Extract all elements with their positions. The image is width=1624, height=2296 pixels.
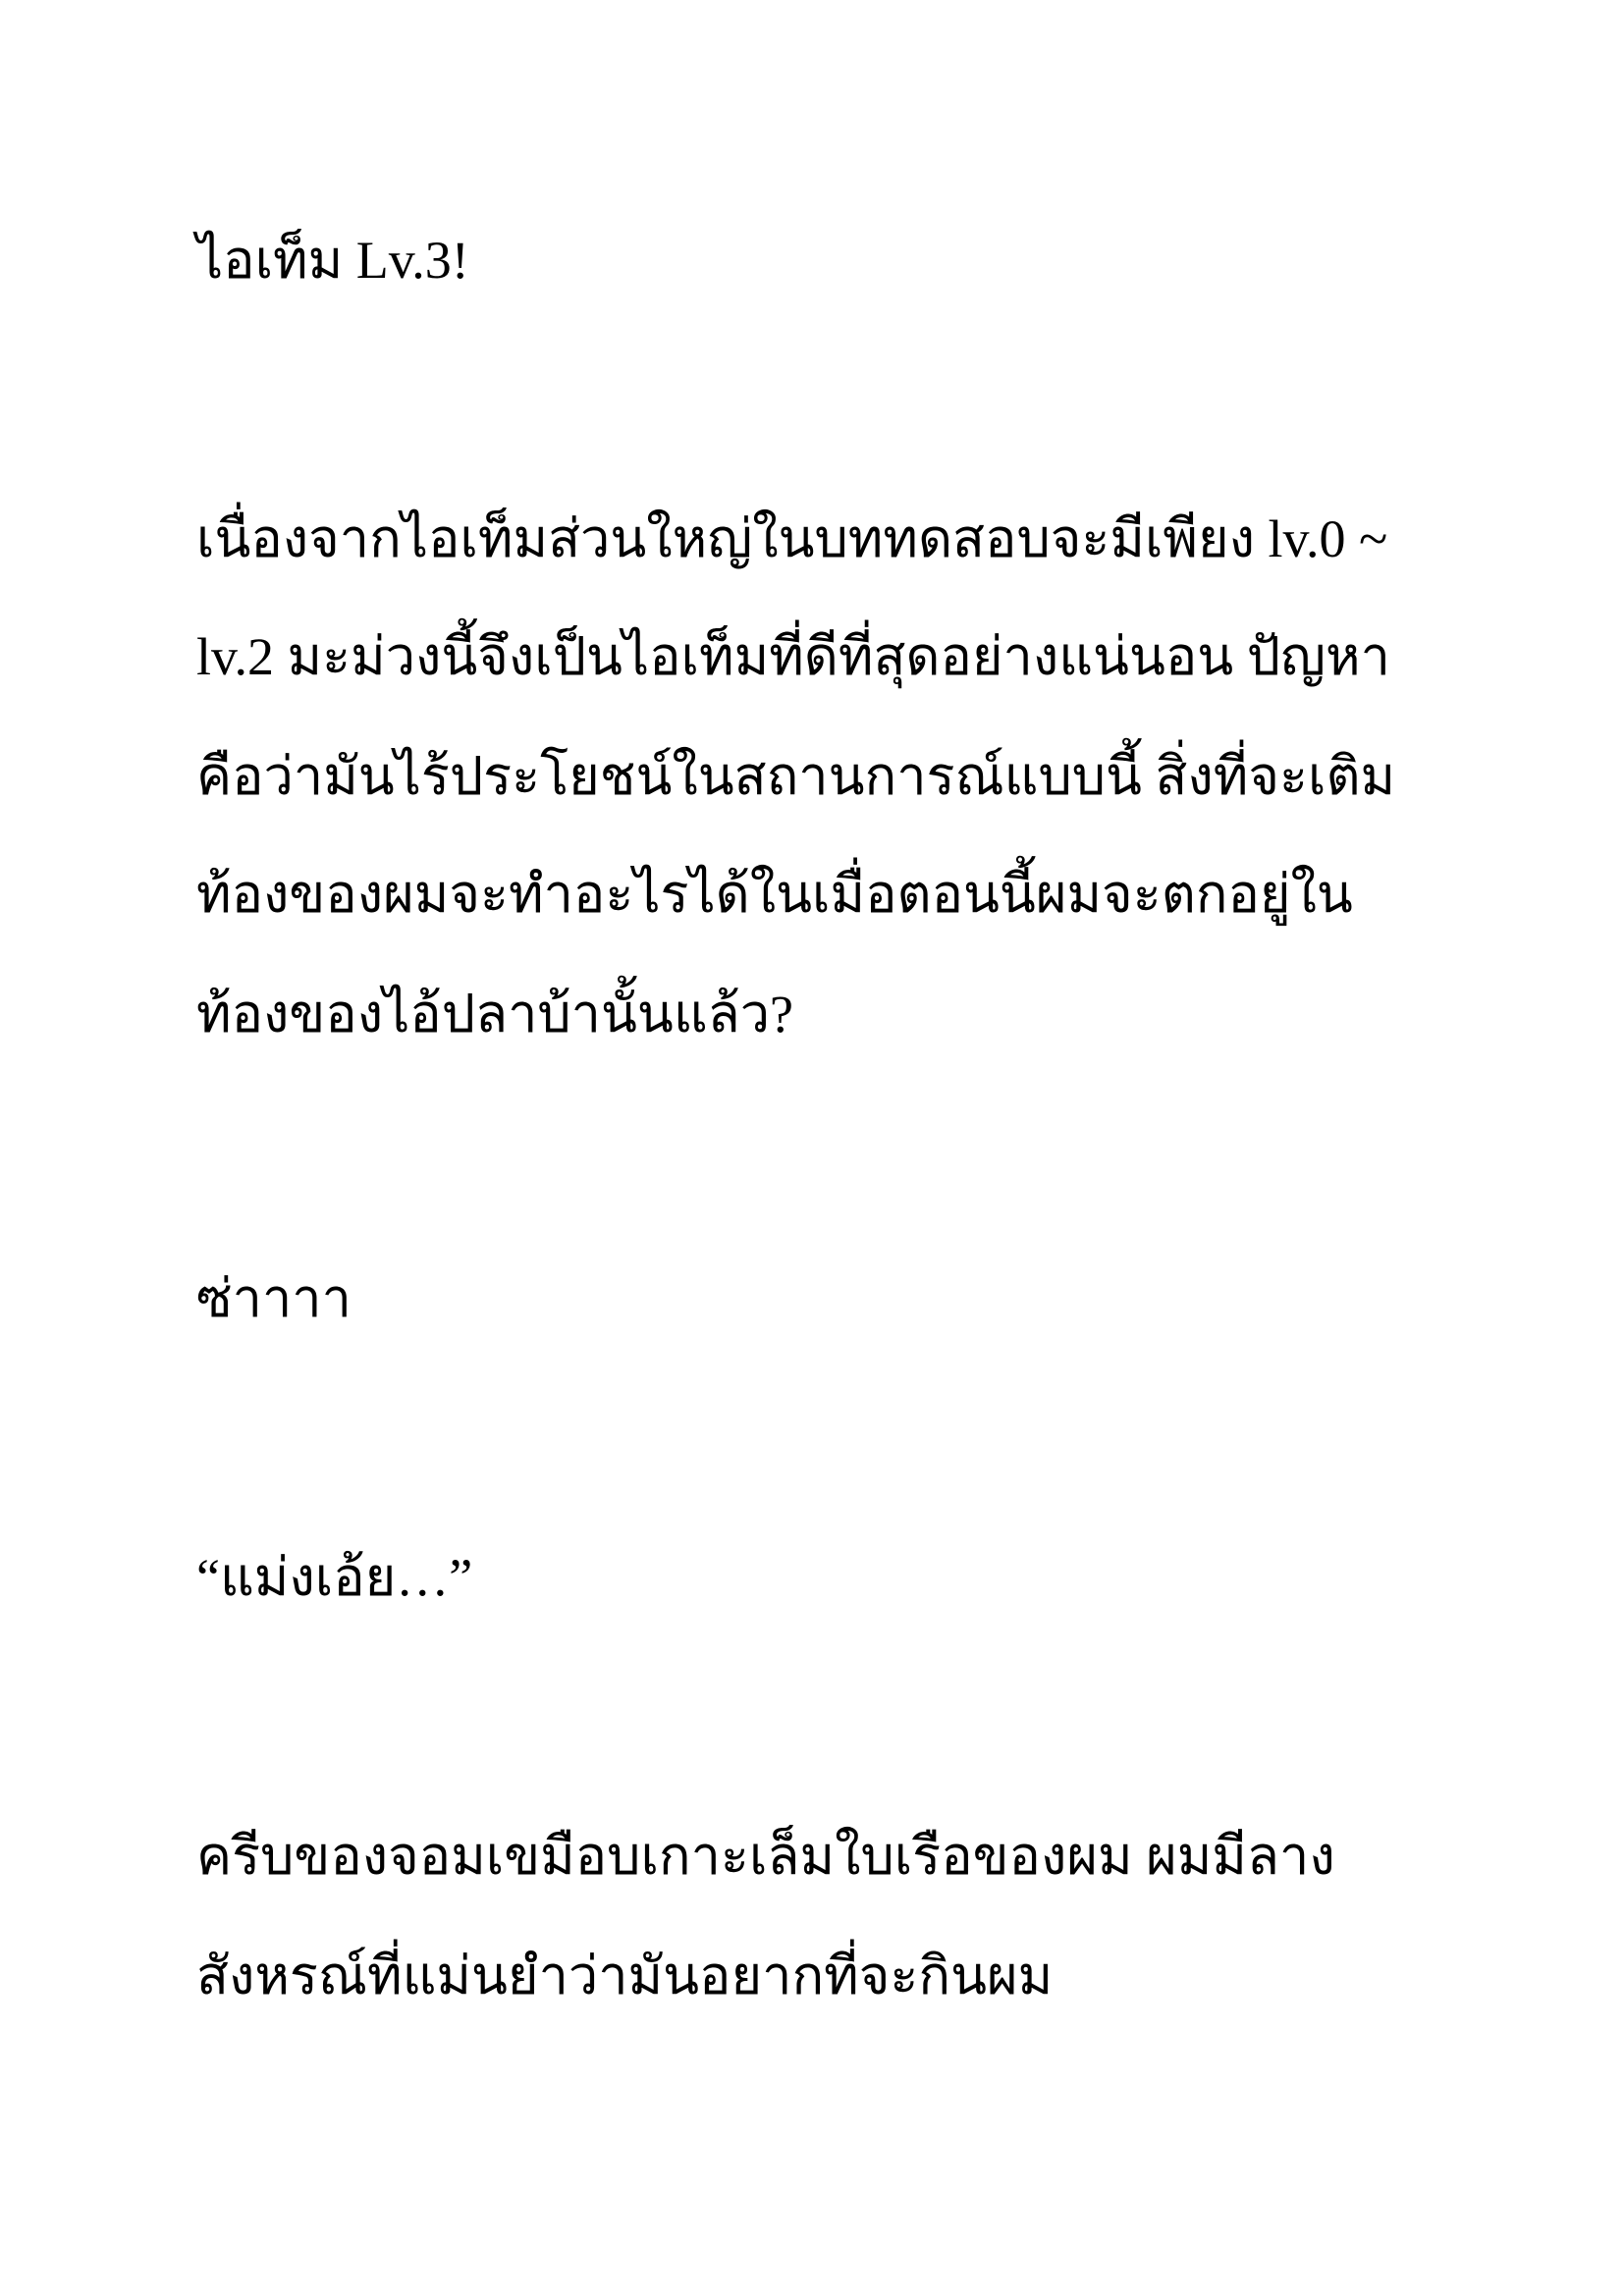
heading-item-level: ไอเท็ม Lv.3! [196,231,469,290]
dialogue-line: “แม่งเอ้ย…” [196,1548,473,1607]
paragraph-line: ท้องของผมจะทำอะไรได้ในเมื่อตอนนี้ผมจะตกอยู่ใน [196,865,1353,924]
paragraph-line: ท้องของไอ้ปลาบ้านั้นแล้ว? [196,985,794,1043]
paragraph-line: คือว่ามันไร้ประโยชน์ในสถานการณ์แบบนี้ สิ่งที่จะเติม [196,747,1396,806]
paragraph-line: lv.2 มะม่วงนี้จึงเป็นไอเท็มที่ดีที่สุดอย่างแน่นอน ปัญหา [196,627,1390,686]
paragraph-line: เนื่องจากไอเท็มส่วนใหญ่ในบททดสอบจะมีเพียง lv.0 ~ [196,509,1388,568]
sound-effect-line: ซ่าาาา [196,1269,352,1328]
paragraph-line: สังหรณ์ที่แม่นยำว่ามันอยากที่จะกินผม [196,1947,1054,2005]
paragraph-line: ครีบของจอมเขมือบเกาะเล็มใบเรือของผม ผมมีลาง [196,1827,1335,1886]
